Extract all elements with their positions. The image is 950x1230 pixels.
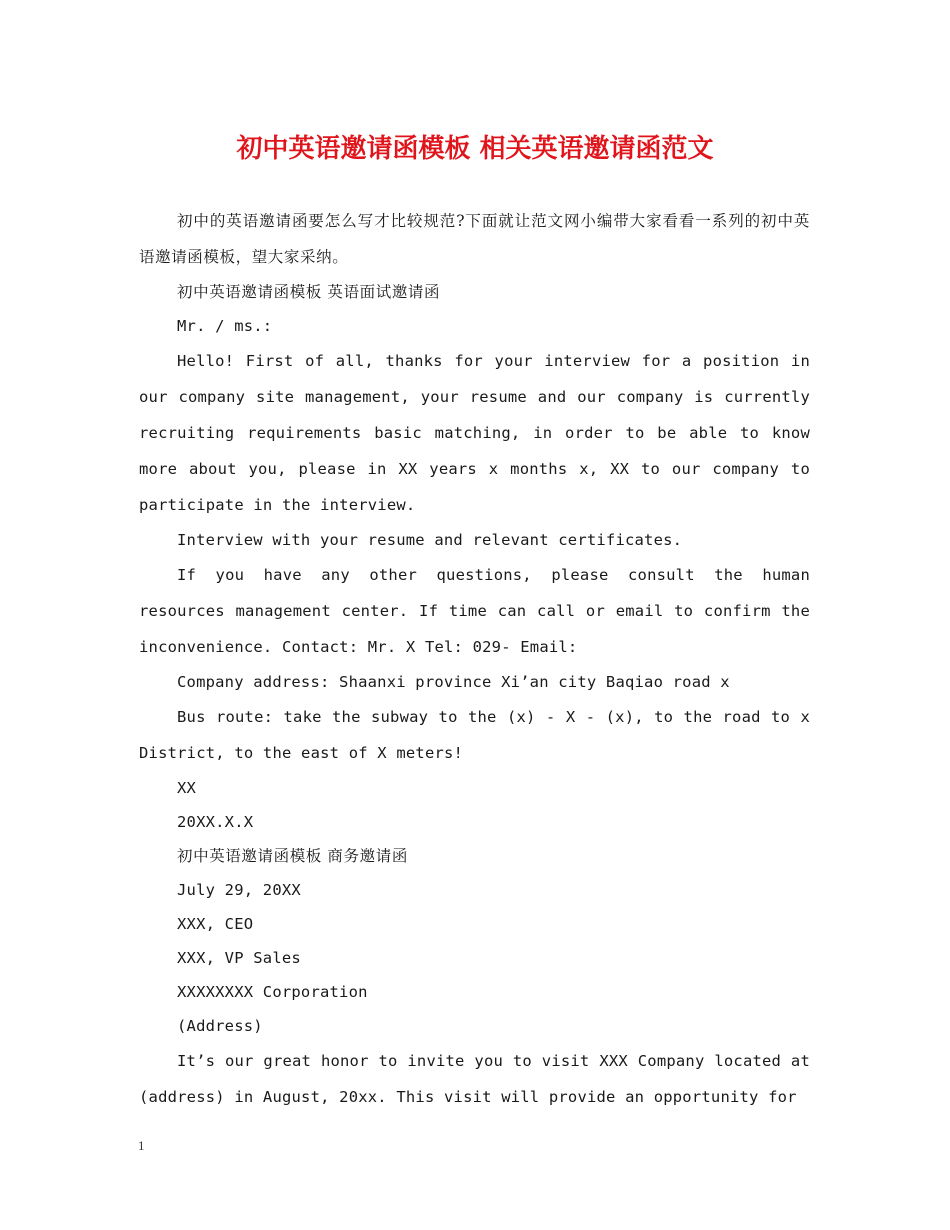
recipient-corporation: XXXXXXXX Corporation — [177, 983, 368, 1001]
date-line: 20XX.X.X — [177, 813, 254, 831]
certificates-paragraph: Interview with your resume and relevant certificates. — [177, 531, 683, 549]
bus-route-paragraph: Bus route: take the subway to the (x) - X - (x), to the road to x District, to the east of X meters! — [139, 708, 810, 762]
questions-paragraph: If you have any other questions, please consult the human resources management center. If time can call or email to confirm the inconvenience. Contact: Mr. X Tel: 029- Email: — [139, 566, 810, 656]
letter-date: July 29, 20XX — [177, 881, 301, 899]
page-number: 1 — [138, 1138, 145, 1153]
intro-paragraph: 初中的英语邀请函要怎么写才比较规范?下面就让范文网小编带大家看看一系列的初中英语邀请函模板，望大家采纳。 — [139, 212, 810, 266]
interview-body-paragraph: Hello! First of all, thanks for your interview for a position in our company site management, your resume and our company is currently recruiting requirements basic matching, in order to be able to know more about you, please in XX years x months x, XX to our company to participate in the interview. — [139, 352, 810, 514]
section-heading-business: 初中英语邀请函模板 商务邀请函 — [177, 847, 408, 865]
document-title: 初中英语邀请函模板 相关英语邀请函范文 — [236, 134, 714, 164]
address-paragraph: Company address: Shaanxi province Xi’an city Baqiao road x — [177, 673, 730, 691]
document-body — [139, 203, 810, 1115]
recipient-address: (Address) — [177, 1017, 263, 1035]
signature: XX — [177, 779, 197, 797]
recipient-ceo: XXX, CEO — [177, 915, 254, 933]
section-heading-interview: 初中英语邀请函模板 英语面试邀请函 — [177, 283, 441, 301]
recipient-vp: XXX, VP Sales — [177, 949, 301, 967]
invitation-paragraph: It’s our great honor to invite you to visit XXX Company located at (address) in August, 20xx. This visit will provide an opportunity for — [139, 1052, 810, 1106]
salutation: Mr. / ms.: — [177, 317, 273, 335]
